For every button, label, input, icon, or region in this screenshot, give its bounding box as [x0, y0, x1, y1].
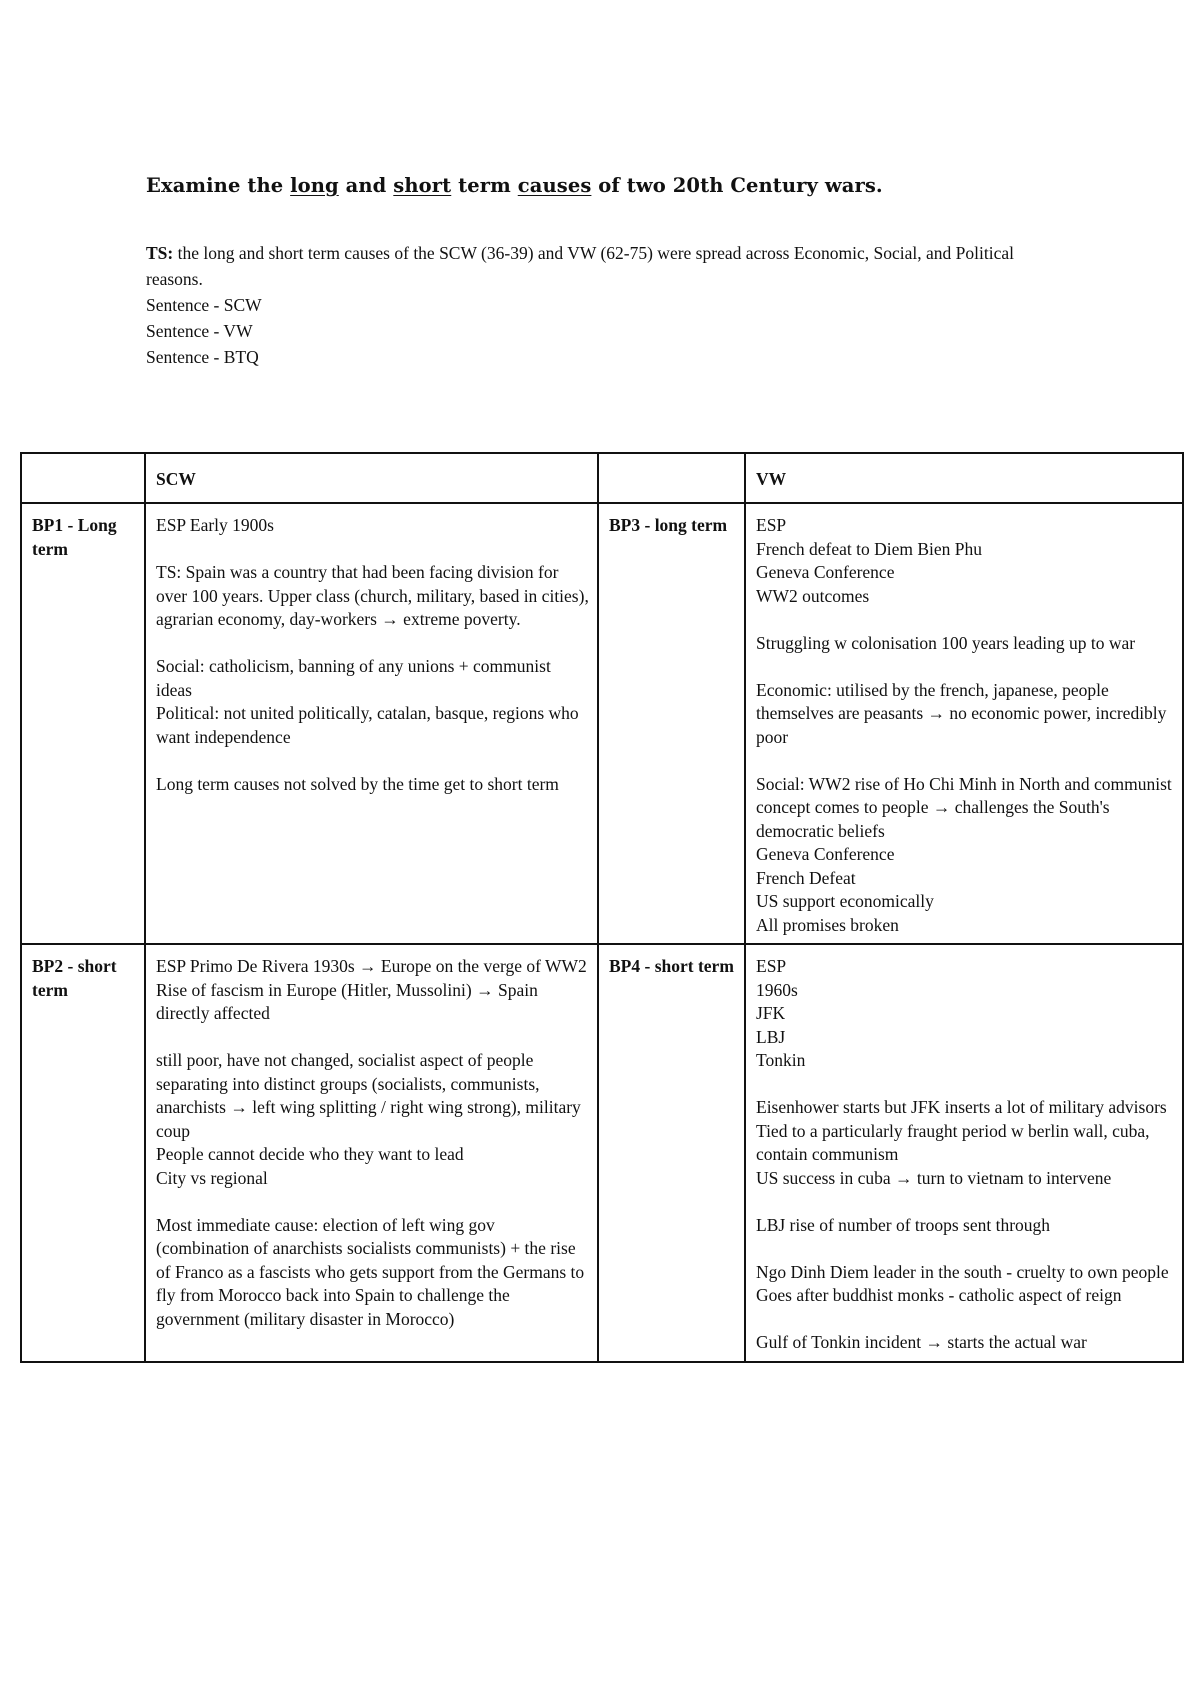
note-line: French Defeat	[756, 867, 856, 888]
table-row	[21, 503, 1183, 944]
note-line: JFK	[756, 1003, 786, 1023]
vw-long-term-notes	[745, 503, 1183, 944]
sentence-line: Sentence - VW	[146, 321, 253, 341]
title-text: term	[451, 174, 518, 197]
header-cell-empty	[598, 453, 745, 503]
vw-short-term-notes	[745, 944, 1183, 1362]
thesis-intro	[146, 240, 1066, 370]
row-label-bp2: BP2 - short term	[21, 944, 145, 1362]
header-cell-scw: SCW	[145, 453, 598, 503]
note-line: Tonkin	[756, 1050, 806, 1070]
note-line	[756, 1308, 1174, 1332]
note-line: Economic: utilised by the french, japanese, people themselves are peasants → no economic power, incredibly poor	[756, 679, 1167, 747]
row-label-bp1: BP1 - Long term	[21, 503, 145, 944]
note-line: People cannot decide who they want to lead	[156, 1144, 464, 1164]
row-label-bp4: BP4 - short term	[598, 944, 745, 1362]
note-line: Long term causes not solved by the time get to short term	[156, 773, 559, 794]
title-text: and	[338, 174, 394, 197]
note-line: Goes after buddhist monks - catholic aspect of reign	[756, 1285, 1122, 1305]
note-line: LBJ	[756, 1026, 786, 1047]
note-line: still poor, have not changed, socialist aspect of people separating into distinct groups (socialists, communists, anarchists → left wing splitting / right wing strong), military coup	[156, 1050, 581, 1141]
note-line	[756, 749, 1174, 773]
header-cell-vw: VW	[745, 453, 1183, 503]
note-line: Geneva Conference	[756, 844, 895, 864]
note-line: WW2 outcomes	[756, 585, 870, 606]
note-line: City vs regional	[156, 1167, 268, 1188]
table-header-row	[21, 453, 1183, 503]
note-line	[756, 1073, 1174, 1097]
note-line: Gulf of Tonkin incident → starts the actual war	[756, 1332, 1087, 1352]
note-line: Eisenhower starts but JFK inserts a lot of military advisors	[756, 1097, 1167, 1117]
ts-text: the long and short term causes of the SCW (36-39) and VW (62-75) were spread across Economic, Social, and Political reasons.	[146, 243, 1014, 289]
note-line: Political: not united politically, catalan, basque, regions who want independence	[156, 703, 579, 747]
table-row	[21, 944, 1183, 1362]
note-line	[756, 608, 1174, 632]
note-line	[156, 749, 589, 773]
title-underlined-causes: causes	[517, 174, 592, 197]
note-line: 1960s	[756, 979, 798, 1000]
note-line: Ngo Dinh Diem leader in the south - cruelty to own people	[756, 1261, 1169, 1282]
note-line: ESP	[756, 515, 787, 535]
note-line: US support economically	[756, 891, 934, 911]
note-line	[756, 655, 1174, 679]
note-line: French defeat to Diem Bien Phu	[756, 538, 982, 559]
note-line: US success in cuba → turn to vietnam to intervene	[756, 1167, 1112, 1188]
row-label-bp3: BP3 - long term	[598, 503, 745, 944]
causes-table	[20, 452, 1184, 1363]
note-line: Most immediate cause: election of left wing gov (combination of anarchists socialists communists) + the rise of Franco as a fascists who gets support from the Germans to fly from Morocco back into Spain to challenge the government (military disaster in Morocco)	[156, 1214, 585, 1329]
note-line: LBJ rise of number of troops sent through	[756, 1214, 1051, 1235]
note-line	[156, 538, 589, 562]
note-line: Struggling w colonisation 100 years leading up to war	[756, 632, 1136, 653]
note-line: Geneva Conference	[756, 562, 895, 582]
note-line: ESP Early 1900s	[156, 515, 274, 535]
note-line	[756, 1190, 1174, 1214]
note-line: Tied to a particularly fraught period w berlin wall, cuba, contain communism	[756, 1120, 1150, 1164]
note-line: Social: catholicism, banning of any unions + communist ideas	[156, 656, 551, 700]
note-line	[156, 632, 589, 656]
scw-long-term-notes	[145, 503, 598, 944]
scw-short-term-notes	[145, 944, 598, 1362]
note-line	[156, 1190, 589, 1214]
note-line: ESP	[756, 956, 787, 976]
title-underlined-long: long	[290, 174, 339, 197]
page-title	[146, 174, 883, 197]
sentence-line: Sentence - BTQ	[146, 347, 259, 367]
note-line: Rise of fascism in Europe (Hitler, Mussolini) → Spain directly affected	[156, 979, 538, 1023]
sentence-line: Sentence - SCW	[146, 295, 262, 315]
note-line: Social: WW2 rise of Ho Chi Minh in North and communist concept comes to people → challenges the South's democratic beliefs	[756, 773, 1172, 841]
note-line	[156, 1026, 589, 1050]
note-line: ESP Primo De Rivera 1930s → Europe on the verge of WW2	[156, 956, 587, 976]
note-line	[756, 1237, 1174, 1261]
title-underlined-short: short	[393, 174, 452, 197]
title-text: Examine the	[146, 174, 291, 197]
title-text: of two 20th Century wars.	[591, 174, 883, 197]
note-line: All promises broken	[756, 914, 899, 935]
header-cell-empty	[21, 453, 145, 503]
ts-label: TS:	[146, 243, 174, 263]
note-line: TS: Spain was a country that had been facing division for over 100 years. Upper class (church, military, based in cities), agrarian economy, day-workers → extreme poverty.	[156, 562, 589, 629]
